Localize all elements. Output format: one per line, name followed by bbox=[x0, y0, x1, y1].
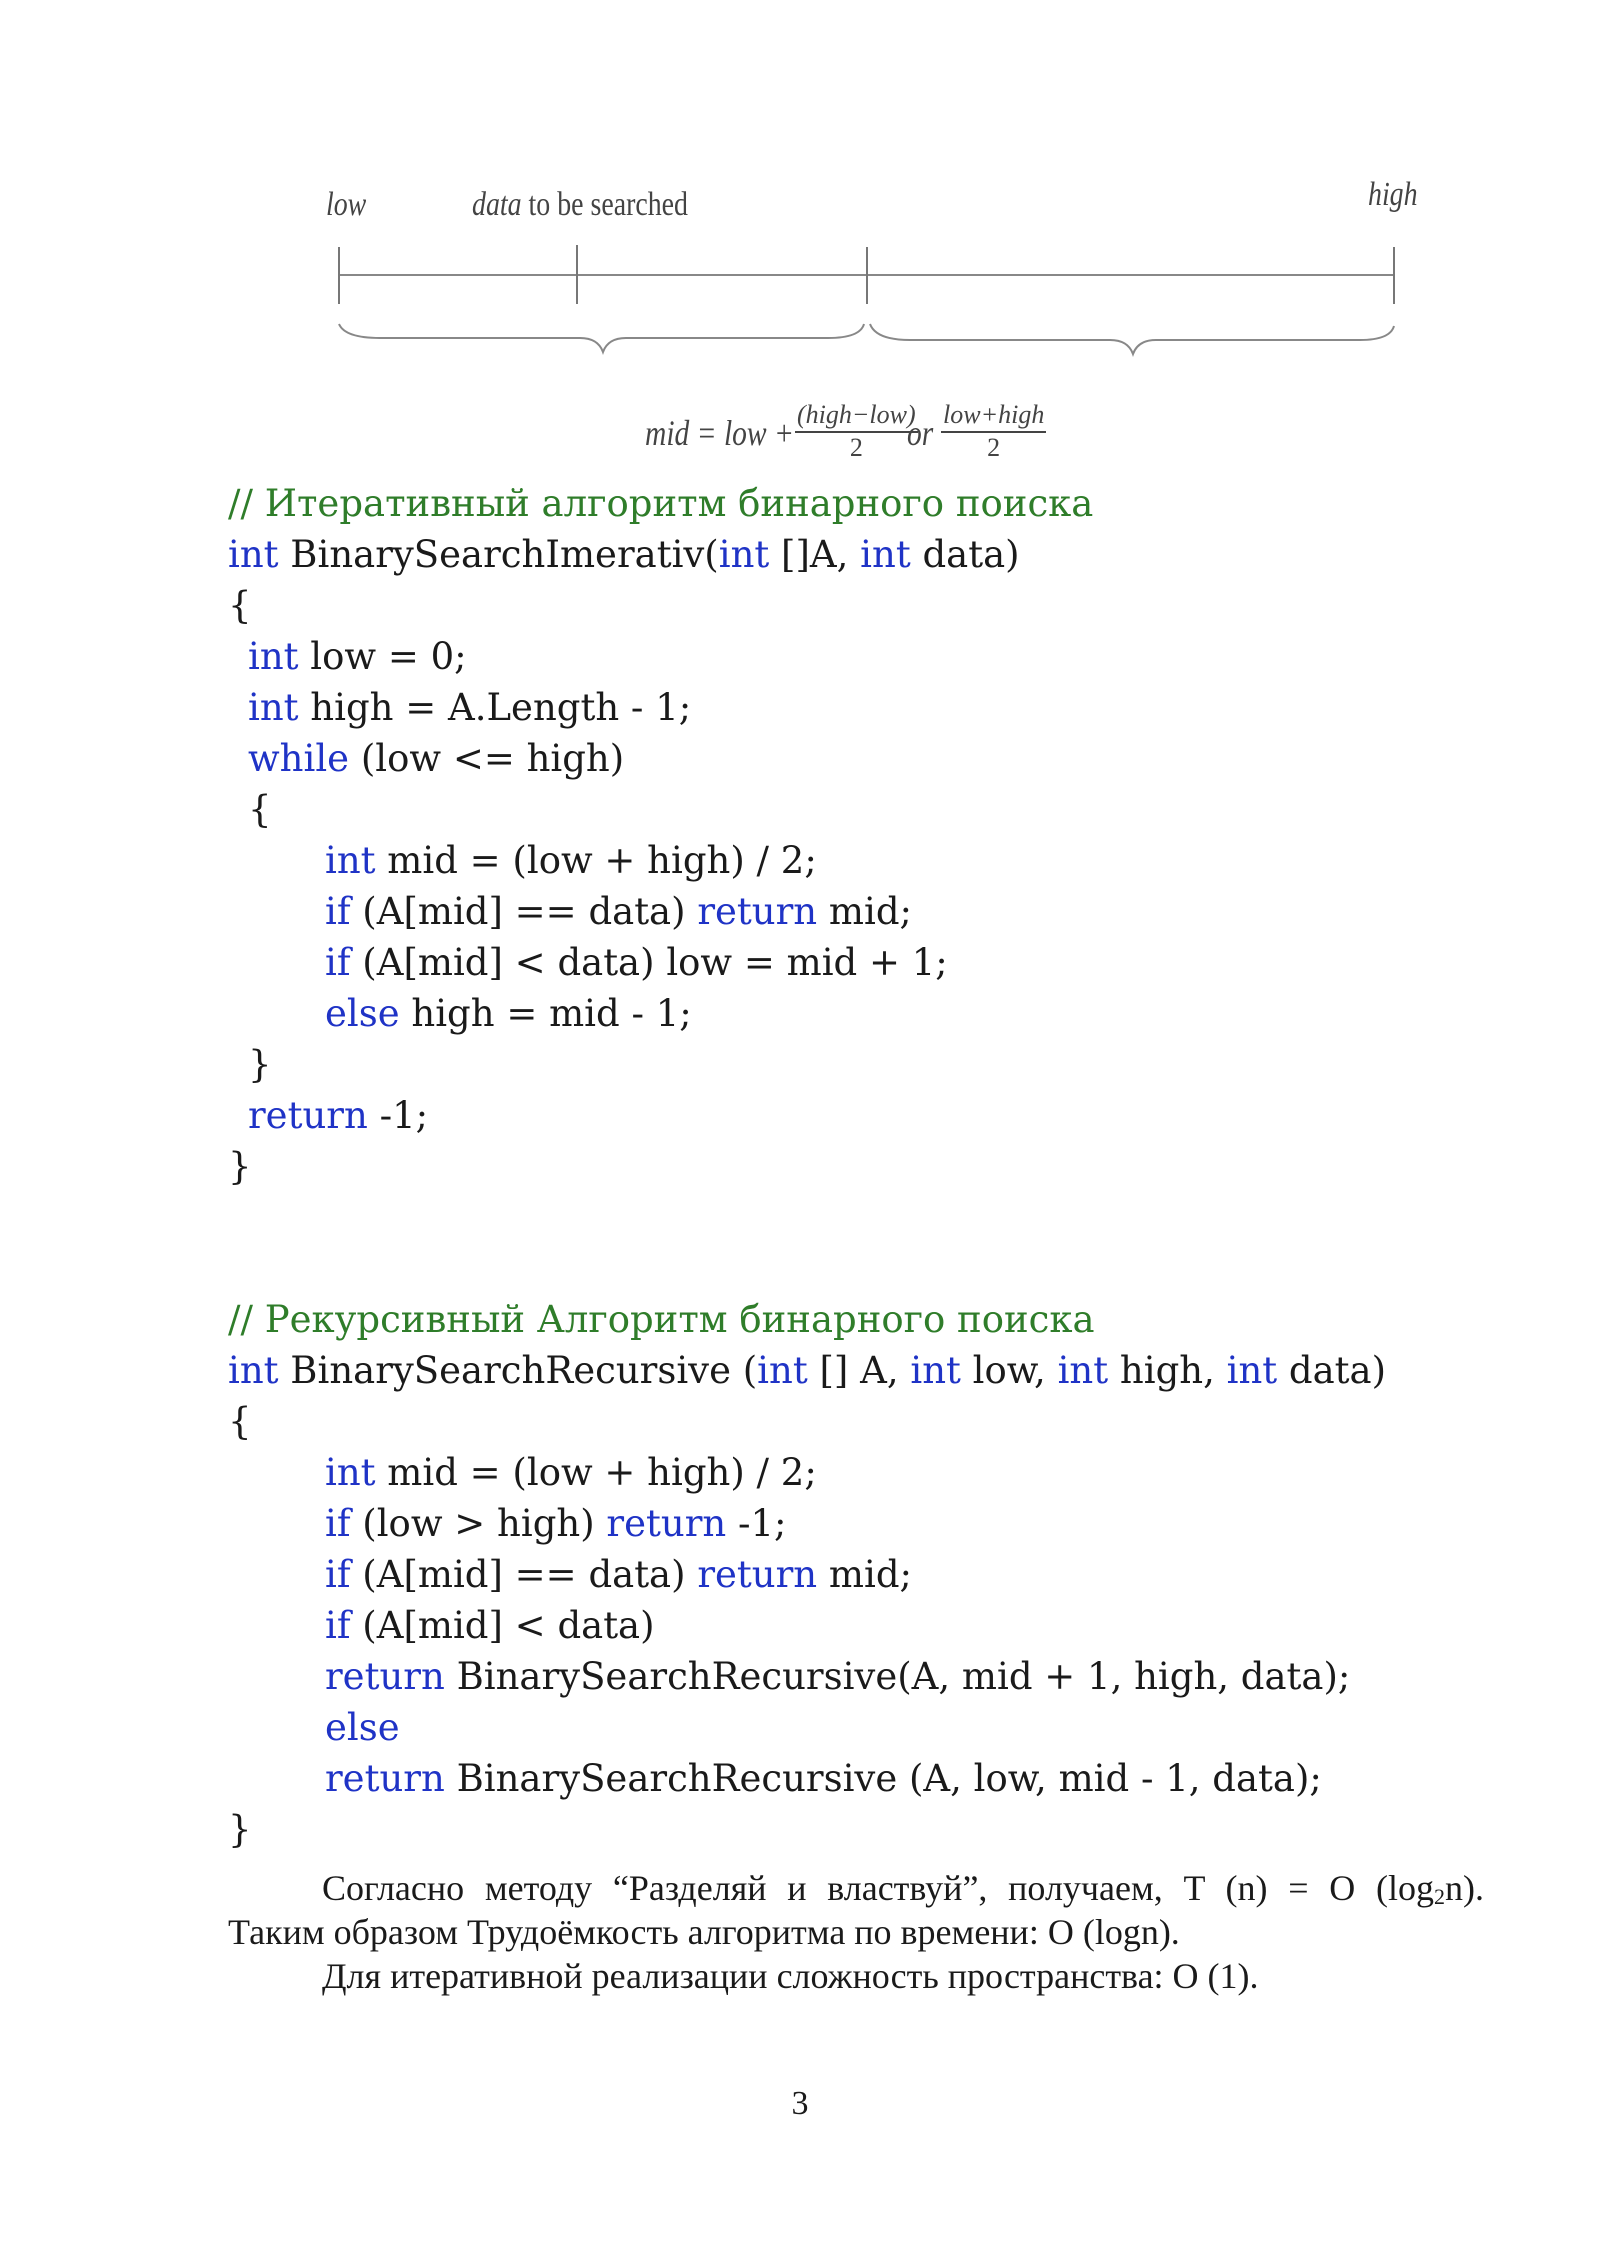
label-data-word: data bbox=[472, 186, 522, 223]
brace-close: } bbox=[228, 1145, 252, 1188]
code-line-else bbox=[228, 1702, 1386, 1753]
code-text: (A[mid] == data) bbox=[350, 1553, 698, 1596]
blank-line bbox=[228, 1192, 1386, 1243]
code-text: -1; bbox=[367, 1094, 429, 1137]
keyword-int: int bbox=[248, 686, 299, 729]
code-text: -1; bbox=[726, 1502, 787, 1545]
fraction-denominator: 2 bbox=[849, 433, 863, 462]
label-to-be-searched: to be searched bbox=[521, 186, 689, 223]
code-text: (A[mid] < data) bbox=[350, 1604, 655, 1647]
brace-open: { bbox=[228, 1400, 252, 1443]
keyword-if: if bbox=[325, 941, 351, 984]
iterative-signature bbox=[228, 529, 1386, 580]
label-data-to-be-searched bbox=[472, 186, 688, 224]
keyword-return: return bbox=[325, 1655, 445, 1698]
brace-open: { bbox=[228, 584, 252, 627]
code-text: high = A.Length - 1; bbox=[298, 686, 692, 729]
code-text: high, bbox=[1108, 1349, 1227, 1392]
page-number: 3 bbox=[791, 2085, 809, 2122]
keyword-while: while bbox=[248, 737, 350, 780]
code-line-if-equal bbox=[228, 886, 1386, 937]
keyword-int: int bbox=[228, 1349, 279, 1392]
code-text: (A[mid] == data) bbox=[350, 890, 698, 933]
code-line-low bbox=[228, 631, 1386, 682]
code-text: mid; bbox=[817, 1553, 912, 1596]
function-name: BinarySearchImerativ( bbox=[278, 533, 719, 576]
keyword-return: return bbox=[606, 1502, 727, 1545]
fraction-numerator: (high−low) bbox=[795, 400, 918, 433]
formula-lhs: mid = low + bbox=[645, 413, 794, 453]
keyword-int: int bbox=[228, 533, 279, 576]
text-span: Согласно методу “Разделяй и властвуй”, получаем, T (n) = O (log bbox=[322, 1868, 1434, 1908]
brace-close: } bbox=[228, 1808, 252, 1851]
blank-line bbox=[228, 1243, 1386, 1294]
keyword-else: else bbox=[325, 992, 400, 1035]
code-text: (A[mid] < data) low = mid + 1; bbox=[350, 941, 948, 984]
label-low: low bbox=[326, 186, 367, 223]
fraction-high-minus-low bbox=[795, 400, 918, 463]
code-text: mid; bbox=[817, 890, 912, 933]
function-name: BinarySearchRecursive ( bbox=[278, 1349, 758, 1392]
param-data: data) bbox=[910, 533, 1020, 576]
keyword-int: int bbox=[1057, 1349, 1109, 1392]
code-text: (low > high) bbox=[350, 1502, 607, 1545]
subscript-2: 2 bbox=[1434, 1884, 1445, 1909]
brace-open: { bbox=[248, 788, 272, 831]
right-brace bbox=[870, 324, 1394, 354]
code-line-high bbox=[228, 682, 1386, 733]
code-listing bbox=[228, 478, 1386, 1855]
code-line-return-left bbox=[228, 1753, 1386, 1804]
keyword-else: else bbox=[325, 1706, 400, 1749]
keyword-if: if bbox=[325, 1502, 351, 1545]
code-text: [] A, bbox=[807, 1349, 911, 1392]
code-line-else bbox=[228, 988, 1386, 1039]
code-text: high = mid - 1; bbox=[399, 992, 692, 1035]
code-line-return bbox=[228, 1090, 1386, 1141]
keyword-int: int bbox=[325, 839, 376, 882]
code-text: mid = (low + high) / 2; bbox=[375, 839, 817, 882]
comment-iterative: // Итеративный алгоритм бинарного поиска bbox=[228, 482, 1094, 525]
fraction-denominator: 2 bbox=[987, 433, 1001, 462]
keyword-int: int bbox=[325, 1451, 376, 1494]
code-line-mid bbox=[228, 1447, 1386, 1498]
code-line-if-equal bbox=[228, 1549, 1386, 1600]
fraction-low-plus-high bbox=[941, 400, 1046, 463]
code-text: mid = (low + high) / 2; bbox=[375, 1451, 817, 1494]
keyword-int: int bbox=[860, 533, 911, 576]
code-line-if-less bbox=[228, 1600, 1386, 1651]
complexity-line-2: Таким образом Трудоёмкость алгоритма по времени: O (logn). bbox=[228, 1912, 1180, 1952]
keyword-return: return bbox=[697, 1553, 818, 1596]
code-text: data) bbox=[1277, 1349, 1387, 1392]
keyword-if: if bbox=[325, 1604, 351, 1647]
keyword-int: int bbox=[910, 1349, 961, 1392]
keyword-int: int bbox=[1226, 1349, 1278, 1392]
code-line-while bbox=[228, 733, 1386, 784]
code-text: (low <= high) bbox=[349, 737, 625, 780]
code-line-if-less bbox=[228, 937, 1386, 988]
binary-search-diagram bbox=[0, 0, 1600, 480]
keyword-return: return bbox=[325, 1757, 445, 1800]
keyword-int: int bbox=[757, 1349, 808, 1392]
formula-or: or bbox=[907, 413, 934, 453]
text-span: n). bbox=[1445, 1868, 1484, 1908]
param-array: []A, bbox=[769, 533, 861, 576]
keyword-int: int bbox=[248, 635, 299, 678]
space-complexity-line: Для итеративной реализации сложность пространства: O (1). bbox=[322, 1956, 1259, 1996]
keyword-if: if bbox=[325, 890, 351, 933]
code-line-mid bbox=[228, 835, 1386, 886]
comment-recursive: // Рекурсивный Алгоритм бинарного поиска bbox=[228, 1298, 1095, 1341]
code-text: low = 0; bbox=[298, 635, 467, 678]
code-text: BinarySearchRecursive (A, low, mid - 1, data); bbox=[444, 1757, 1322, 1800]
label-high: high bbox=[1368, 176, 1418, 213]
brace-close: } bbox=[248, 1043, 272, 1086]
keyword-int: int bbox=[718, 533, 770, 576]
left-brace bbox=[339, 324, 864, 352]
code-text: low, bbox=[960, 1349, 1058, 1392]
keyword-return: return bbox=[248, 1094, 368, 1137]
code-line-if-bounds bbox=[228, 1498, 1386, 1549]
code-text: BinarySearchRecursive(A, mid + 1, high, data); bbox=[444, 1655, 1351, 1698]
keyword-if: if bbox=[325, 1553, 351, 1596]
recursive-signature bbox=[228, 1345, 1386, 1396]
keyword-return: return bbox=[697, 890, 818, 933]
fraction-numerator: low+high bbox=[941, 400, 1046, 433]
code-line-return-right bbox=[228, 1651, 1386, 1702]
